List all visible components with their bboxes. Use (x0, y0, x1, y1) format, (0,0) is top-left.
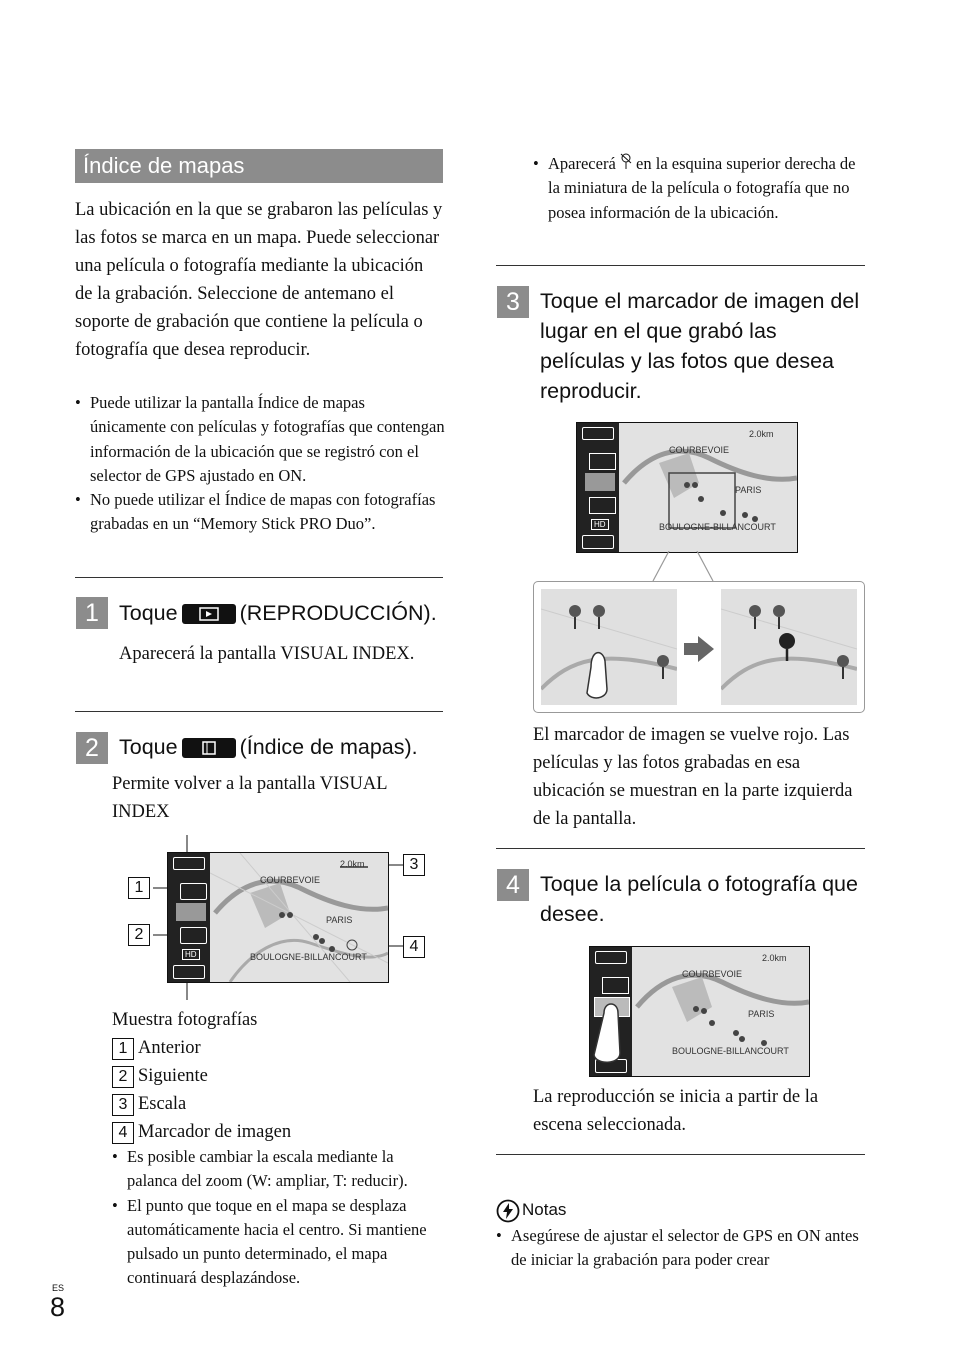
step4-heading: Toque la película o fotografía que desee. (540, 872, 858, 926)
camera-mode-button[interactable] (173, 965, 205, 979)
intro-bullet: • Puede utilizar la pantalla Índice de mapas únicamente con películas y fotografías que contengan información de la ubicación que se registró con el selector de GPS ajustado en ON. (75, 391, 445, 488)
right-bullet-pre: Aparecerá (548, 154, 616, 173)
previous-button[interactable] (602, 977, 629, 994)
magnified-panel (533, 581, 865, 713)
step1-pre: Toque (119, 601, 178, 625)
legend-item: 2 Siguiente (112, 1062, 432, 1090)
step2-heading (119, 732, 449, 762)
divider (496, 1154, 865, 1155)
hd-icon: HD (591, 519, 609, 530)
step2-caption: Muestra fotografías (112, 1010, 258, 1030)
step1-desc: Aparecerá la pantalla VISUAL INDEX. (119, 644, 415, 664)
legend-list (112, 1034, 432, 1146)
back-button[interactable] (595, 951, 627, 964)
next-button[interactable] (180, 927, 207, 944)
divider (496, 265, 865, 266)
language-code: ES (52, 1283, 65, 1293)
courbevoie-label: COURBEVOIE (669, 445, 730, 455)
step-number-3: 3 (497, 286, 529, 318)
step2-desc: Permite volver a la pantalla VISUAL INDEX (112, 774, 387, 822)
scale-label: 2.0km (762, 953, 787, 963)
scale-label: 2.0km (340, 859, 365, 869)
section-title: Índice de mapas (75, 149, 443, 183)
step4-desc: La reproducción se inicia a partir de la escena seleccionada. (533, 1087, 819, 1135)
hd-icon: HD (182, 949, 200, 960)
map-area[interactable] (210, 853, 388, 982)
divider (75, 711, 443, 712)
boulogne-label: BOULOGNE-BILLANCOURT (250, 952, 367, 962)
step3-desc: El marcador de imagen se vuelve rojo. Las películas y las fotos grabadas en esa ubicación se muestran en la parte izquierda de la pantalla. (533, 725, 853, 829)
callout-1: 1 (128, 877, 150, 899)
legend-item: 3 Escala (112, 1090, 432, 1118)
photo-thumbnail[interactable] (585, 473, 615, 491)
legend-item: 4 Marcador de imagen (112, 1118, 432, 1146)
courbevoie-label: COURBEVOIE (682, 969, 743, 979)
step-number-4: 4 (497, 869, 529, 901)
paris-label: PARIS (748, 1009, 775, 1019)
back-button[interactable] (173, 857, 205, 870)
step3-heading: Toque el marcador de imagen del lugar en el que grabó las películas y las fotos que desea reproducir. (540, 289, 860, 403)
magnified-before (541, 589, 677, 705)
courbevoie-label: COURBEVOIE (260, 875, 321, 885)
notes-bullets (496, 1224, 861, 1273)
intro-bullet: • No puede utilizar el Índice de mapas con fotografías grabadas en un “Memory Stick PRO Duo”. (75, 488, 445, 537)
step1-heading (119, 598, 449, 628)
step2-bullet: • El punto que toque en el mapa se desplaza automáticamente hacia el centro. Si mantiene pulsado un punto determinado, el mapa continuará desplazándose. (112, 1194, 442, 1291)
next-button[interactable] (589, 497, 616, 514)
photo-thumbnail[interactable] (176, 903, 206, 921)
callout-4: 4 (403, 936, 425, 958)
map-screen-step3 (576, 422, 798, 553)
divider (75, 577, 443, 578)
notes-icon (496, 1199, 520, 1223)
map-screen-step4 (589, 946, 810, 1077)
map-area[interactable] (619, 423, 797, 552)
magnified-after (721, 589, 857, 705)
finger-icon (590, 1003, 634, 1067)
right-top-bullet (533, 152, 863, 225)
scale-label: 2.0km (749, 429, 774, 439)
map-area[interactable] (632, 947, 809, 1076)
notes-title: Notas (522, 1200, 567, 1219)
intro-bullets (75, 391, 445, 537)
camera-mode-button[interactable] (582, 535, 614, 549)
back-button[interactable] (582, 427, 614, 440)
step2-post: (Índice de mapas). (239, 735, 418, 759)
boulogne-label: BOULOGNE-BILLANCOURT (672, 1046, 789, 1056)
map-screen-step2 (167, 852, 389, 983)
paris-label: PARIS (735, 485, 762, 495)
previous-button[interactable] (589, 453, 616, 470)
paris-label: PARIS (326, 915, 353, 925)
callout-2: 2 (128, 924, 150, 946)
divider (496, 848, 865, 849)
boulogne-label: BOULOGNE-BILLANCOURT (659, 522, 776, 532)
step1-post: (REPRODUCCIÓN). (239, 601, 437, 625)
right-bullet-post: en la esquina superior derecha de la miniatura de la película o fotografía que no posea información de la ubicación. (548, 154, 856, 222)
step-number-1: 1 (76, 597, 108, 629)
legend-item: 1 Anterior (112, 1034, 432, 1062)
step2-bullets (112, 1145, 442, 1291)
intro-text: La ubicación en la que se grabaron las películas y las fotos se marca en un mapa. Puede seleccionar una película o fotografía mediante la ubicación de la grabación. Seleccione de antemano el soporte de grabación que contiene la película o fotografía que desea reproducir. (75, 200, 443, 360)
play-button-icon (182, 604, 236, 624)
previous-button[interactable] (180, 883, 207, 900)
no-gps-icon (620, 152, 632, 166)
callout-3: 3 (403, 854, 425, 876)
page-number: 8 (50, 1292, 66, 1322)
step2-pre: Toque (119, 735, 178, 759)
map-index-button-icon (182, 738, 236, 758)
step-number-2: 2 (76, 732, 108, 764)
arrow-right-icon (682, 634, 716, 664)
notes-bullet: • Asegúrese de ajustar el selector de GPS en ON antes de iniciar la grabación para poder crear (496, 1224, 861, 1273)
step2-bullet: • Es posible cambiar la escala mediante la palanca del zoom (W: ampliar, T: reducir). (112, 1145, 442, 1194)
